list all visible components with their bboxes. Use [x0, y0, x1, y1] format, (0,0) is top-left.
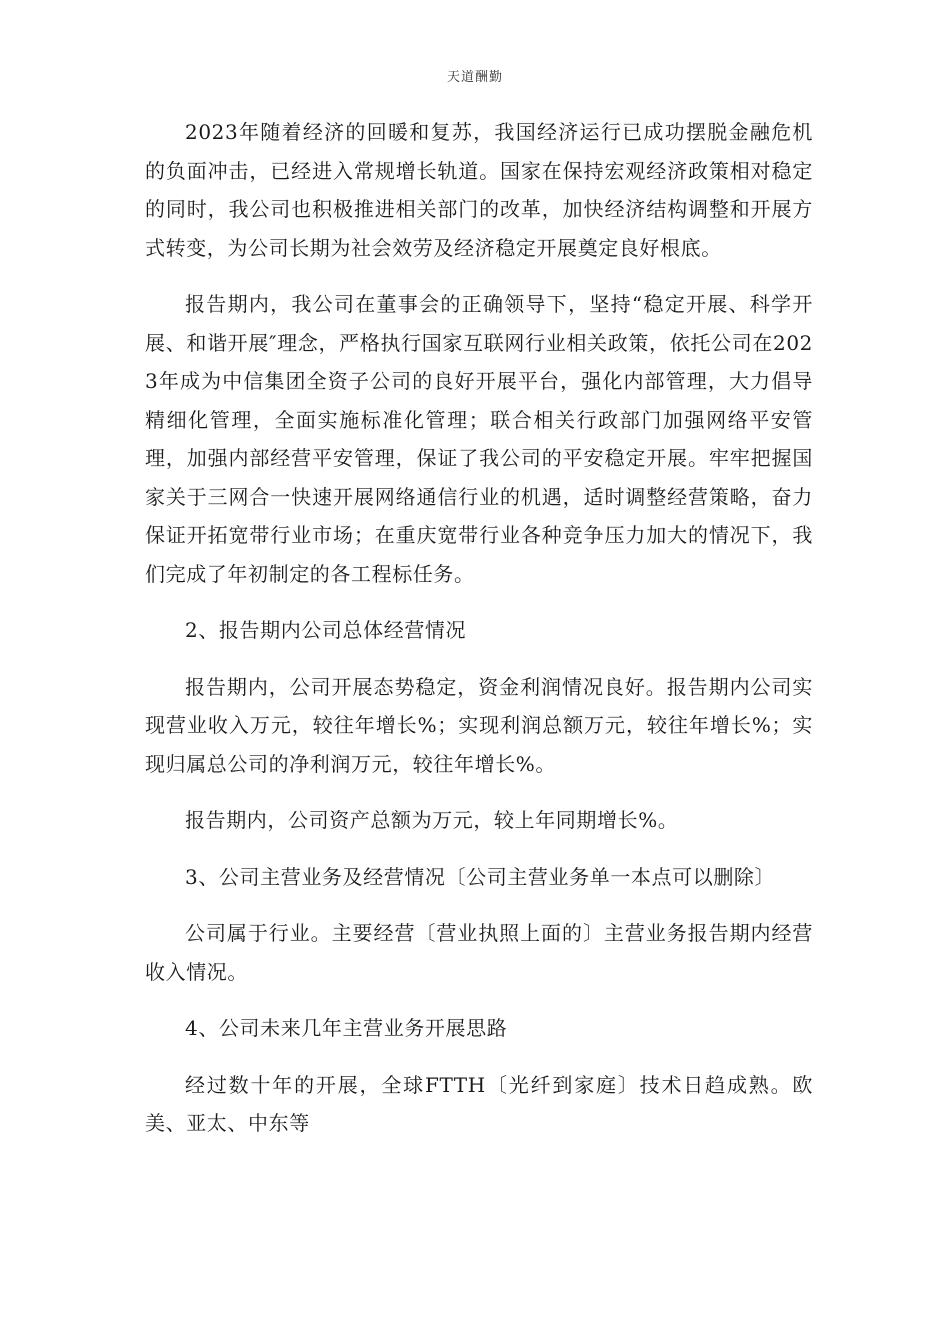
section-heading-2: 2、报告期内公司总体经营情况 [185, 618, 467, 642]
paragraph-future-plan: 经过数十年的开展，全球FTTH〔光纤到家庭〕技术日趋成熟。欧美、亚太、中东等 [145, 1072, 813, 1135]
paragraph-intro: 2023年随着经济的回暖和复苏，我国经济运行已成功摆脱金融危机的负面冲击，已经进入常规增长轨道。国家在保持宏观经济政策相对稳定的同时，我公司也积极推进相关部门的改革，加快经济结构调整和开展方式转变，为公司长期为社会效劳及经济稳定开展奠定良好根底。 [145, 120, 813, 260]
paragraph-report-period: 报告期内，我公司在董事会的正确领导下，坚持“稳定开展、科学开展、和谐开展″理念，严格执行国家互联网行业相关政策，依托公司在2023年成为中信集团全资子公司的良好开展平台，强化内部管理，大力倡导精细化管理，全面实施标准化管理；联合相关行政部门加强网络平安管理，加强内部经营平安管理，保证了我公司的平安稳定开展。牢牢把握国家关于三网合一快速开展网络通信行业的机遇，适时调整经营策略，奋力保证开拓宽带行业市场；在重庆宽带行业各种竞争压力加大的情况下，我们完成了年初制定的各工程标任务。 [145, 292, 813, 586]
document-body [145, 113, 813, 1161]
section-heading-4: 4、公司未来几年主营业务开展思路 [185, 1016, 508, 1040]
paragraph-overall-operations: 报告期内，公司开展态势稳定，资金利润情况良好。报告期内公司实现营业收入万元，较往年增长%；实现利润总额万元，较往年增长%；实现归属总公司的净利润万元，较往年增长%。 [145, 674, 813, 776]
section-heading-3: 3、公司主营业务及经营情况〔公司主营业务单一本点可以删除〕 [185, 864, 776, 889]
paragraph-main-business: 公司属于行业。主要经营〔营业执照上面的〕主营业务报告期内经营收入情况。 [145, 921, 813, 984]
paragraph-total-assets: 报告期内，公司资产总额为万元，较上年同期增长%。 [185, 808, 679, 832]
page-header: 天道酬勤 [446, 70, 503, 85]
